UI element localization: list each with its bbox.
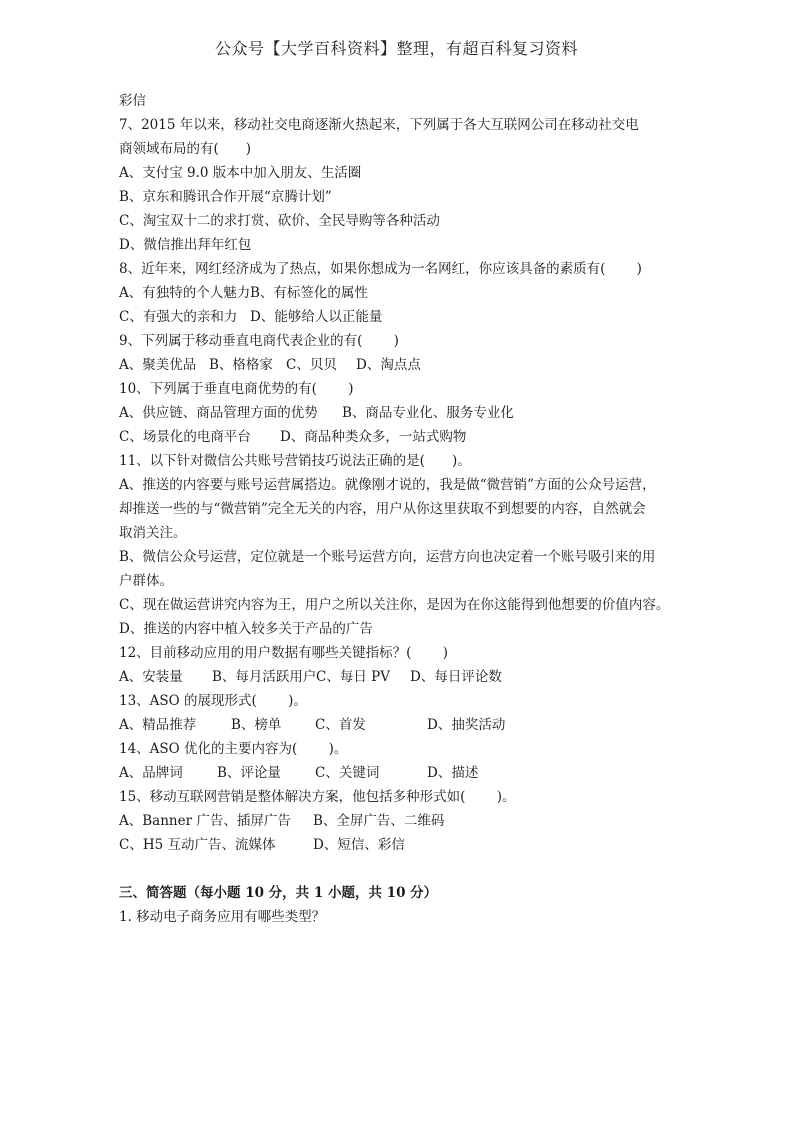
q10-option-c: C、场景化的电商平台 bbox=[119, 429, 251, 445]
q13-stem: 13、ASO 的展现形式( )。 bbox=[119, 693, 307, 709]
q15-option-c: C、H5 互动广告、流媒体 bbox=[119, 837, 276, 853]
q7-option-a: A、支付宝 9.0 版本中加入朋友、生活圈 bbox=[119, 165, 362, 181]
q9-stem: 9、下列属于移动垂直电商代表企业的有( ) bbox=[119, 333, 399, 349]
q14-stem: 14、ASO 优化的主要内容为( )。 bbox=[119, 741, 348, 757]
q14-option-b: B、评论量 bbox=[217, 765, 281, 781]
q12-option-b: B、每月活跃用户 bbox=[212, 669, 317, 685]
document-body bbox=[119, 89, 695, 929]
q7-stem-line1: 7、2015 年以来，移动社交电商逐渐火热起来，下列属于各大互联网公司在移动社交电 bbox=[119, 117, 639, 133]
q11-option-d: D、推送的内容中植入较多关于产品的广告 bbox=[119, 621, 373, 637]
q8-option-c: C、有强大的亲和力 bbox=[119, 309, 238, 325]
section3-heading: 三、简答题（每小题 10 分，共 1 小题，共 10 分） bbox=[119, 885, 438, 901]
q10-stem: 10、下列属于垂直电商优势的有( ) bbox=[119, 381, 354, 397]
q10-options-row2 bbox=[119, 425, 695, 449]
q11-option-b-line2: 户群体。 bbox=[119, 573, 173, 589]
q11-option-a-line1: A、推送的内容要与账号运营属搭边。就像刚才说的，我是做“微营销”方面的公众号运营， bbox=[119, 477, 656, 493]
q12-option-d: D、每日评论数 bbox=[410, 669, 502, 685]
q11-option-a-line2: 却推送一些的与“微营销”完全无关的内容，用户从你这里获取不到想要的内容，自然就会 bbox=[119, 501, 646, 517]
q14-option-d: D、描述 bbox=[427, 765, 479, 781]
q8-option-b: B、有标签化的属性 bbox=[250, 285, 368, 301]
q8-option-d: D、能够给人以正能量 bbox=[250, 309, 383, 325]
q9-option-c: C、贝贝 bbox=[286, 357, 337, 373]
q13-option-d: D、抽奖活动 bbox=[427, 717, 506, 733]
q10-options-row1 bbox=[119, 401, 695, 425]
q9-option-b: B、格格家 bbox=[209, 357, 273, 373]
q10-option-a: A、供应链、商品管理方面的优势 bbox=[119, 405, 318, 421]
q11-option-a-line3: 取消关注。 bbox=[119, 525, 187, 541]
q9-option-a: A、聚美优品 bbox=[119, 357, 197, 373]
q13-option-c: C、首发 bbox=[315, 717, 366, 733]
q12-options-row bbox=[119, 665, 695, 689]
q9-option-d: D、淘点点 bbox=[356, 357, 421, 373]
q15-option-d: D、短信、彩信 bbox=[313, 837, 405, 853]
q15-stem: 15、移动互联网营销是整体解决方案，他包括多种形式如( )。 bbox=[119, 789, 516, 805]
carryover-text: 彩信 bbox=[119, 93, 146, 109]
q12-option-c: C、每日 PV bbox=[316, 669, 390, 685]
q10-option-d: D、商品种类众多，一站式购物 bbox=[280, 429, 467, 445]
q14-options-row bbox=[119, 761, 695, 785]
q11-stem: 11、以下针对微信公共账号营销技巧说法正确的是( )。 bbox=[119, 453, 471, 469]
q12-stem: 12、目前移动应用的用户数据有哪些关键指标？( ) bbox=[119, 645, 449, 661]
q8-options-row1 bbox=[119, 281, 695, 305]
q15-options-row1 bbox=[119, 809, 695, 833]
q7-option-c: C、淘宝双十二的求打赏、砍价、全民导购等各种活动 bbox=[119, 213, 440, 229]
q8-option-a: A、有独特的个人魅力 bbox=[119, 285, 251, 301]
q15-option-a: A、Banner 广告、插屏广告 bbox=[119, 813, 291, 829]
q14-option-a: A、品牌词 bbox=[119, 765, 183, 781]
q13-option-a: A、精品推荐 bbox=[119, 717, 197, 733]
q7-stem-line2: 商领域布局的有( ) bbox=[119, 141, 252, 157]
q12-option-a: A、安装量 bbox=[119, 669, 183, 685]
q8-options-row2 bbox=[119, 305, 695, 329]
section-spacer bbox=[119, 857, 695, 881]
page-header: 公众号【大学百科资料】整理，有超百科复习资料 bbox=[214, 39, 578, 58]
q14-option-c: C、关键词 bbox=[315, 765, 380, 781]
q10-option-b: B、商品专业化、服务专业化 bbox=[342, 405, 514, 421]
q7-option-b: B、京东和腾讯合作开展“京腾计划” bbox=[119, 189, 332, 205]
q15-option-b: B、全屏广告、二维码 bbox=[313, 813, 445, 829]
q9-options-row bbox=[119, 353, 695, 377]
q15-options-row2 bbox=[119, 833, 695, 857]
q13-options-row bbox=[119, 713, 695, 737]
q13-option-b: B、榜单 bbox=[231, 717, 282, 733]
q7-option-d: D、微信推出拜年红包 bbox=[119, 237, 252, 253]
q11-option-b-line1: B、微信公众号运营，定位就是一个账号运营方向，运营方向也决定着一个账号吸引来的用 bbox=[119, 549, 656, 565]
section3-question-1: 1. 移动电子商务应用有哪些类型？ bbox=[119, 909, 326, 925]
q8-stem: 8、近年来，网红经济成为了热点，如果你想成为一名网红，你应该具备的素质有( ) bbox=[119, 261, 642, 277]
q11-option-c: C、现在做运营讲究内容为王，用户之所以关注你，是因为在你这能得到他想要的价值内容。 bbox=[119, 597, 670, 613]
